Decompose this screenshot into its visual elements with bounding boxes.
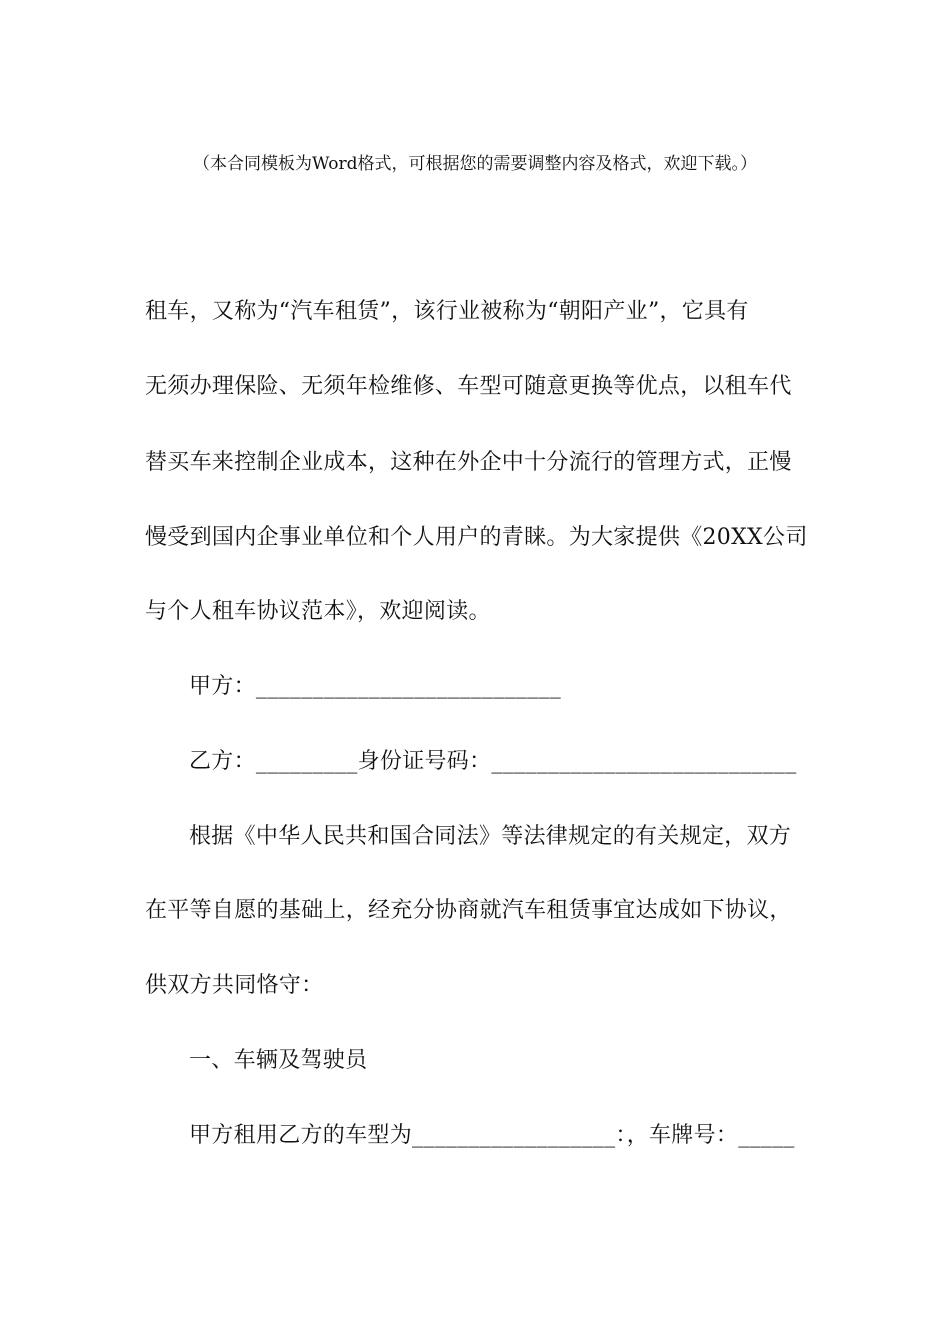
intro-line-3: 替买车来控制企业成本，这种在外企中十分流行的管理方式，正慢 — [145, 450, 792, 475]
basis-line-1: 根据《中华人民共和国合同法》等法律规定的有关规定，双方 — [189, 824, 792, 849]
section-1-title: 一、车辆及驾驶员 — [189, 1048, 368, 1073]
party-b-line: 乙方：_________身份证号码：___________________________ — [189, 749, 797, 774]
intro-line-4: 慢受到国内企事业单位和个人用户的青睐。为大家提供《20XX公司 — [145, 525, 808, 550]
intro-line-5: 与个人租车协议范本》，欢迎阅读。 — [145, 599, 491, 624]
basis-line-2: 在平等自愿的基础上，经充分协商就汽车租赁事宜达成如下协议， — [145, 898, 792, 923]
basis-line-3: 供双方共同恪守： — [145, 973, 324, 998]
intro-line-2: 无须办理保险、无须年检维修、车型可随意更换等优点，以租车代 — [145, 374, 792, 399]
section-1-line-1: 甲方租用乙方的车型为__________________：，车牌号：_____ — [189, 1123, 795, 1148]
intro-line-1: 租车，又称为“汽车租赁”，该行业被称为“朝阳产业”，它具有 — [145, 299, 749, 324]
party-a-line: 甲方：___________________________ — [189, 674, 561, 699]
template-note: （本合同模板为Word格式，可根据您的需要调整内容及格式，欢迎下载。） — [192, 154, 758, 174]
